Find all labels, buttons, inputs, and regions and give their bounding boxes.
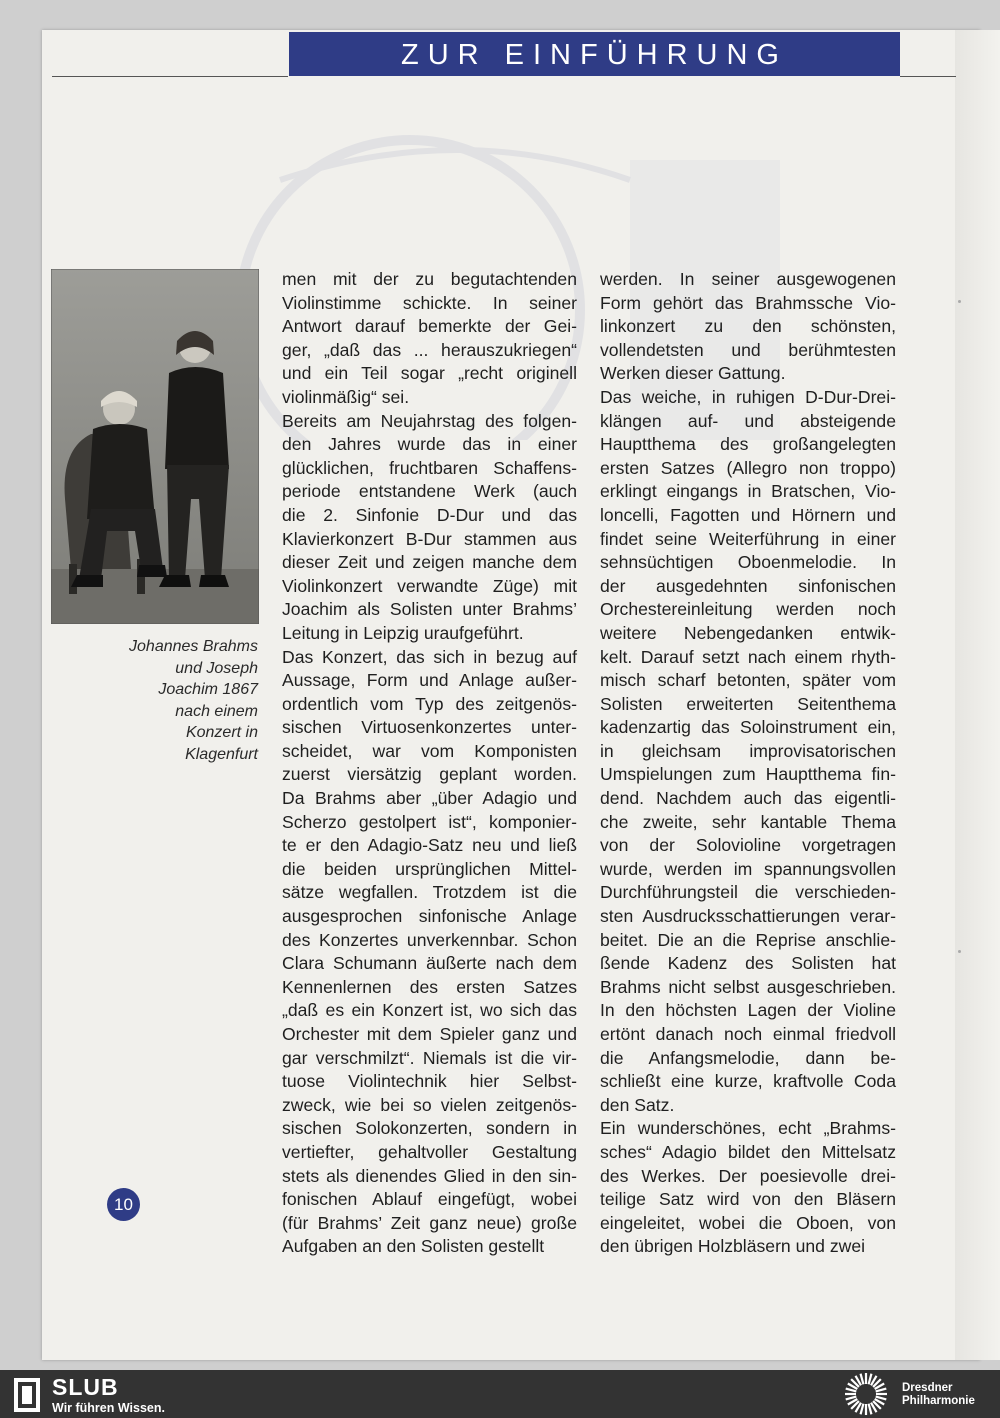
- logo-ray: [869, 1404, 872, 1415]
- text-line: Brahms nicht selbst ausgeschrieben.: [600, 976, 896, 997]
- caption-line: Konzert in: [185, 724, 258, 741]
- text-line: fonischen Ablauf eingefügt, wobei: [282, 1189, 577, 1210]
- text-line: der ausgedehnten sinfonischen: [600, 575, 896, 596]
- logo-ray: [861, 1374, 864, 1385]
- text-line: dieser Zeit und zeigen manche dem: [282, 552, 577, 573]
- text-line: stets als dienendes Glied in den sin-: [282, 1165, 577, 1186]
- slub-tagline: Wir führen Wissen.: [52, 1401, 165, 1415]
- text-line: che zweite, sehr kantable Thema: [600, 811, 896, 832]
- text-line: zweck, wie bei so vielen zeitgenös-: [282, 1094, 577, 1115]
- bleed-dot: [958, 950, 961, 953]
- text-line: Clara Schumann äußerte nach dem: [282, 953, 577, 974]
- philharmonie-logo-icon: [842, 1372, 890, 1416]
- section-header: ZUR EINFÜHRUNG: [289, 32, 900, 76]
- text-line: „daß es ein Konzert ist, wo sich das: [282, 1000, 577, 1021]
- text-line: Das Konzert, das sich in bezug auf: [282, 646, 577, 667]
- text-line: Form gehört das Brahmssche Vio-: [600, 292, 896, 313]
- next-page-edge: [955, 30, 1000, 1360]
- text-line: findet seine Weiterführung in einer: [600, 528, 896, 549]
- text-line: Solisten erweiterten Seitenthema: [600, 693, 896, 714]
- text-line: tuose Violintechnik hier Selbst-: [282, 1071, 577, 1092]
- caption-line: Klagenfurt: [185, 745, 258, 763]
- logo-ray: [876, 1389, 887, 1392]
- text-line: den Satz.: [600, 1094, 675, 1115]
- text-line: ßende Kadenz des Solisten hat: [600, 953, 896, 974]
- logo-ray: [846, 1389, 857, 1392]
- text-line: schließt eine kurze, kraftvolle Coda: [600, 1071, 896, 1092]
- text-line: Orchestereinleitung werden noch: [600, 599, 896, 620]
- text-line: Das weiche, in ruhigen D-Dur-Drei-: [600, 386, 896, 407]
- text-line: den Jahres wurde das in einer: [282, 434, 577, 455]
- page-number: 10: [107, 1188, 140, 1221]
- header-rule-left: [52, 76, 288, 77]
- text-line: kelt. Darauf setzt nach einem rhyth-: [600, 646, 896, 667]
- logo-ray: [846, 1397, 857, 1400]
- text-column-right: [600, 268, 896, 1259]
- text-line: eingeleitet, wobei die Oboen, von: [600, 1212, 896, 1233]
- text-line: te er den Adagio-Satz neu und ließ: [282, 835, 577, 856]
- text-line: vertiefter, gehaltvoller Gestaltung: [282, 1141, 577, 1162]
- bleed-dot: [958, 300, 961, 303]
- text-line: des Konzertes unverkennbar. Schon: [282, 929, 577, 950]
- text-line: Werken dieser Gattung.: [600, 363, 786, 384]
- logo-ray: [861, 1404, 864, 1415]
- text-line: die Anfangsmelodie, dann be-: [600, 1047, 896, 1068]
- text-line: loncelli, Fagotten und Hörnern und: [600, 504, 896, 525]
- text-line: Bereits am Neujahrstag des folgen-: [282, 410, 577, 431]
- footer-bar: [0, 1370, 1000, 1418]
- text-line: die beiden ursprünglichen Mittel-: [282, 858, 577, 879]
- text-line: (für Brahms’ Zeit ganz neue) große: [282, 1212, 577, 1233]
- portrait-photo: [51, 269, 259, 624]
- text-line: des Werkes. Der poesievolle drei-: [600, 1165, 896, 1186]
- text-line: In den höchsten Lagen der Violine: [600, 1000, 896, 1021]
- text-line: linkonzert zu den schönsten,: [600, 316, 896, 337]
- text-line: ertönt danach noch einmal friedvoll: [600, 1024, 896, 1044]
- text-line: violinmäßig“ sei.: [282, 386, 410, 407]
- caption-line: Joachim 1867: [158, 681, 258, 698]
- text-line: wurde, werden im spannungsvollen: [600, 858, 896, 879]
- text-line: ger, „daß das ... herauszukriegen“: [282, 339, 577, 360]
- text-line: dend. Nachdem auch das eigentli-: [600, 788, 896, 809]
- header-rule-right: [900, 76, 956, 77]
- text-line: Joachim als Solisten unter Brahms’: [282, 599, 577, 620]
- text-line: ausgesprochen sinfonische Anlage: [282, 906, 577, 927]
- text-line: ersten Satzes (Allegro non troppo): [600, 457, 896, 478]
- text-line: Ein wunderschönes, echt „Brahms-: [600, 1118, 896, 1139]
- caption-line: nach einem: [175, 702, 258, 720]
- slub-logo-icon: [12, 1378, 42, 1412]
- text-line: klängen auf- und absteigende: [600, 410, 896, 431]
- text-line: glücklichen, fruchtbaren Schaffens-: [282, 457, 577, 478]
- text-line: Hauptthema des großangelegten: [600, 434, 896, 455]
- text-line: beitet. Die an die Reprise anschlie-: [600, 929, 896, 950]
- caption-line: Johannes Brahms: [129, 638, 258, 655]
- text-line: Klavierkonzert B-Dur stammen aus: [282, 528, 577, 549]
- text-line: Scherzo gestolpert ist“, komponier-: [282, 811, 577, 832]
- text-line: Violinstimme schickte. In seiner: [282, 292, 577, 313]
- text-line: Umspielungen zum Hauptthema fin-: [600, 764, 896, 785]
- text-line: den übrigen Holzbläsern und zwei: [600, 1236, 866, 1257]
- text-line: von der Solovioline vorgetragen: [600, 835, 896, 856]
- text-line: men mit der zu begutachtenden: [282, 269, 577, 289]
- text-line: erklingt eingangs in Bratschen, Vio-: [600, 481, 896, 502]
- text-line: Aufgaben an den Solisten gestellt: [282, 1236, 545, 1257]
- text-line: sätze wegfallen. Trotzdem ist die: [282, 882, 577, 903]
- text-line: Leitung in Leipzig uraufgeführt.: [282, 622, 524, 643]
- text-line: vollendetsten und berühmtesten: [600, 339, 896, 360]
- text-line: zuerst viersätzig geplant worden.: [282, 764, 577, 785]
- text-line: sischen Virtuosenkonzertes unter-: [282, 717, 577, 738]
- text-line: und ein Teil sogar „recht originell: [282, 363, 577, 384]
- text-line: teilige Satz wird von den Bläsern: [600, 1189, 896, 1210]
- text-line: werden. In seiner ausgewogenen: [600, 269, 896, 289]
- text-line: misch scharf betonten, später vom: [600, 670, 896, 691]
- text-line: in gleichsam improvisatorischen: [600, 740, 896, 761]
- text-line: gar verschmilzt“. Niemals ist die vir-: [282, 1047, 577, 1068]
- text-line: weitere Nebengedanken entwik-: [600, 622, 896, 643]
- text-line: Aussage, Form und Anlage außer-: [282, 670, 577, 691]
- photo-caption: [60, 636, 258, 765]
- text-line: Durchführungsteil die verschieden-: [600, 882, 896, 903]
- partner-name: [902, 1382, 975, 1408]
- text-line: periode entstandene Werk (auch: [282, 481, 577, 502]
- logo-ray: [876, 1397, 887, 1400]
- text-line: ordentlich vom Typ des zeitgenös-: [282, 693, 577, 714]
- text-line: Da Brahms aber „über Adagio und: [282, 788, 577, 809]
- partner-name-line2: Philharmonie: [902, 1395, 975, 1407]
- text-line: Antwort darauf bemerkte der Gei-: [282, 316, 577, 337]
- text-line: Violinkonzert verwandte Züge) mit: [282, 575, 577, 596]
- text-line: Orchester mit dem Spieler ganz und: [282, 1024, 577, 1044]
- slub-wordmark: SLUB: [52, 1374, 119, 1400]
- partner-name-line1: Dresdner: [902, 1382, 953, 1394]
- text-line: sehnsüchtigen Oboenmelodie. In: [600, 552, 896, 573]
- text-line: scheidet, war vom Komponisten: [282, 740, 577, 761]
- text-column-left: [282, 268, 577, 1259]
- text-line: sischen Solokonzerten, sondern in: [282, 1118, 577, 1139]
- text-line: sten Ausdrucksschattierungen verar-: [600, 906, 896, 927]
- text-line: kadenzartig das Soloinstrument ein,: [600, 717, 896, 738]
- logo-ray: [869, 1374, 872, 1385]
- text-line: sches“ Adagio bildet den Mittelsatz: [600, 1141, 896, 1162]
- caption-line: und Joseph: [175, 659, 258, 677]
- text-line: die 2. Sinfonie D-Dur und das: [282, 504, 577, 525]
- text-line: Kennenlernen des ersten Satzes: [282, 976, 577, 997]
